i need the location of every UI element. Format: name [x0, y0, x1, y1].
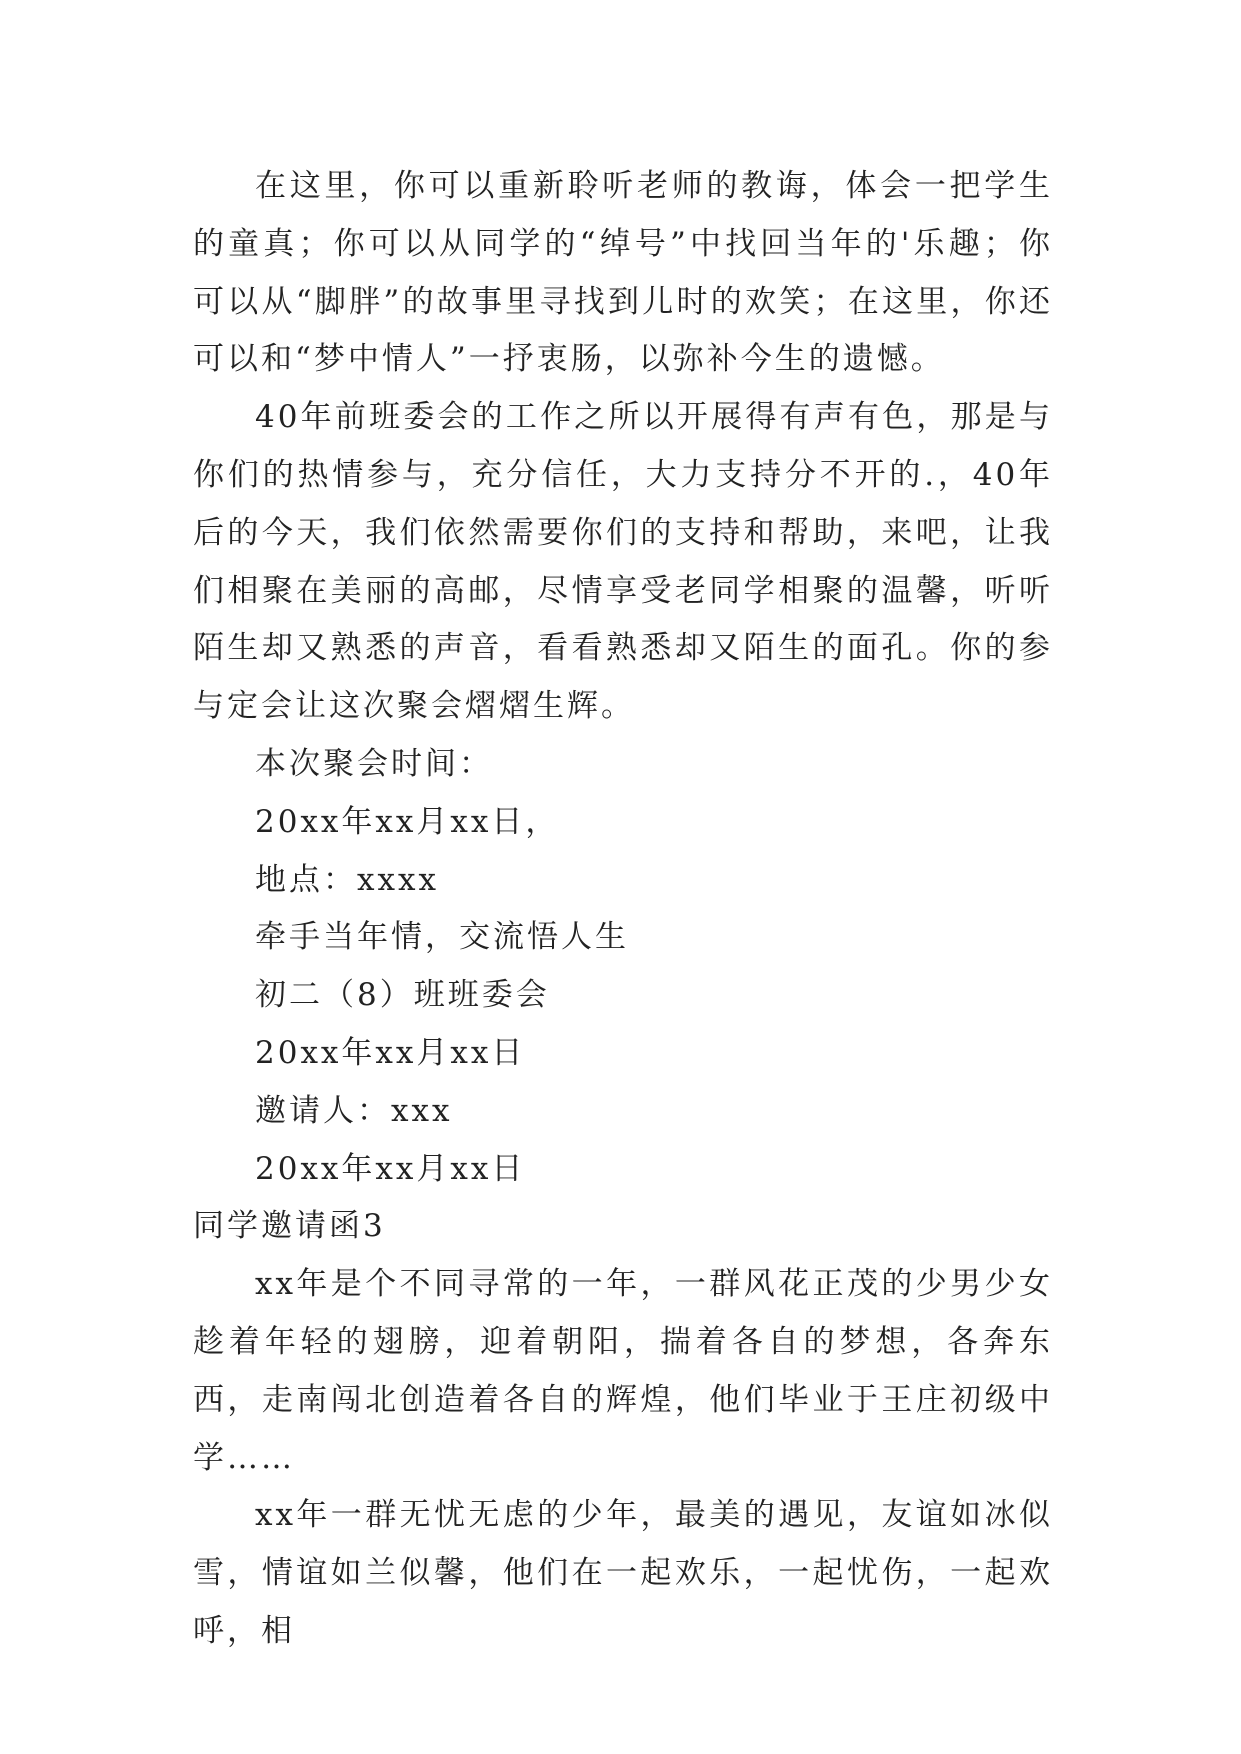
paragraph-friendship: xx年一群无忧无虑的少年，最美的遇见，友谊如冰似雪，情谊如兰似馨，他们在一起欢乐，一起忧伤，一起欢呼，相	[193, 1497, 1053, 1649]
paragraph-graduation: xx年是个不同寻常的一年，一群风花正茂的少男少女趁着年轻的翅膀，迎着朝阳，揣着各自的梦想，各奔东西，走南闯北创造着各自的辉煌，他们毕业于王庄初级中学……	[193, 1266, 1053, 1476]
paragraph-reunion-intro: 在这里，你可以重新聆听老师的教诲，体会一把学生的童真；你可以从同学的“绰号”中找回当年的'乐趣；你可以从“脚胖”的故事里寻找到儿时的欢笑；在这里，你还可以和“梦中情人”一抒衷肠，以弥补今生的遗憾。	[193, 168, 1053, 378]
reunion-location: 地点：xxxx	[255, 861, 439, 898]
reunion-time-label: 本次聚会时间：	[255, 745, 493, 782]
inviter-name: 邀请人：xxx	[255, 1092, 453, 1129]
section-title: 同学邀请函3	[193, 1208, 386, 1245]
document-body	[193, 158, 1053, 1661]
organizer-date: 20xx年xx月xx日	[255, 1034, 526, 1071]
inviter-date: 20xx年xx月xx日	[255, 1150, 526, 1187]
paragraph-class-committee: 40年前班委会的工作之所以开展得有声有色，那是与你们的热情参与，充分信任，大力支持分不开的.，40年后的今天，我们依然需要你们的支持和帮助，来吧，让我们相聚在美丽的高邮，尽情享受老同学相聚的温馨，听听陌生却又熟悉的声音，看看熟悉却又陌生的面孔。你的参与定会让这次聚会熠熠生辉。	[193, 399, 1053, 725]
reunion-time-value: 20xx年xx月xx日，	[255, 803, 560, 840]
reunion-slogan: 牵手当年情，交流悟人生	[255, 919, 629, 956]
organizer-name: 初二（8）班班委会	[255, 977, 550, 1014]
